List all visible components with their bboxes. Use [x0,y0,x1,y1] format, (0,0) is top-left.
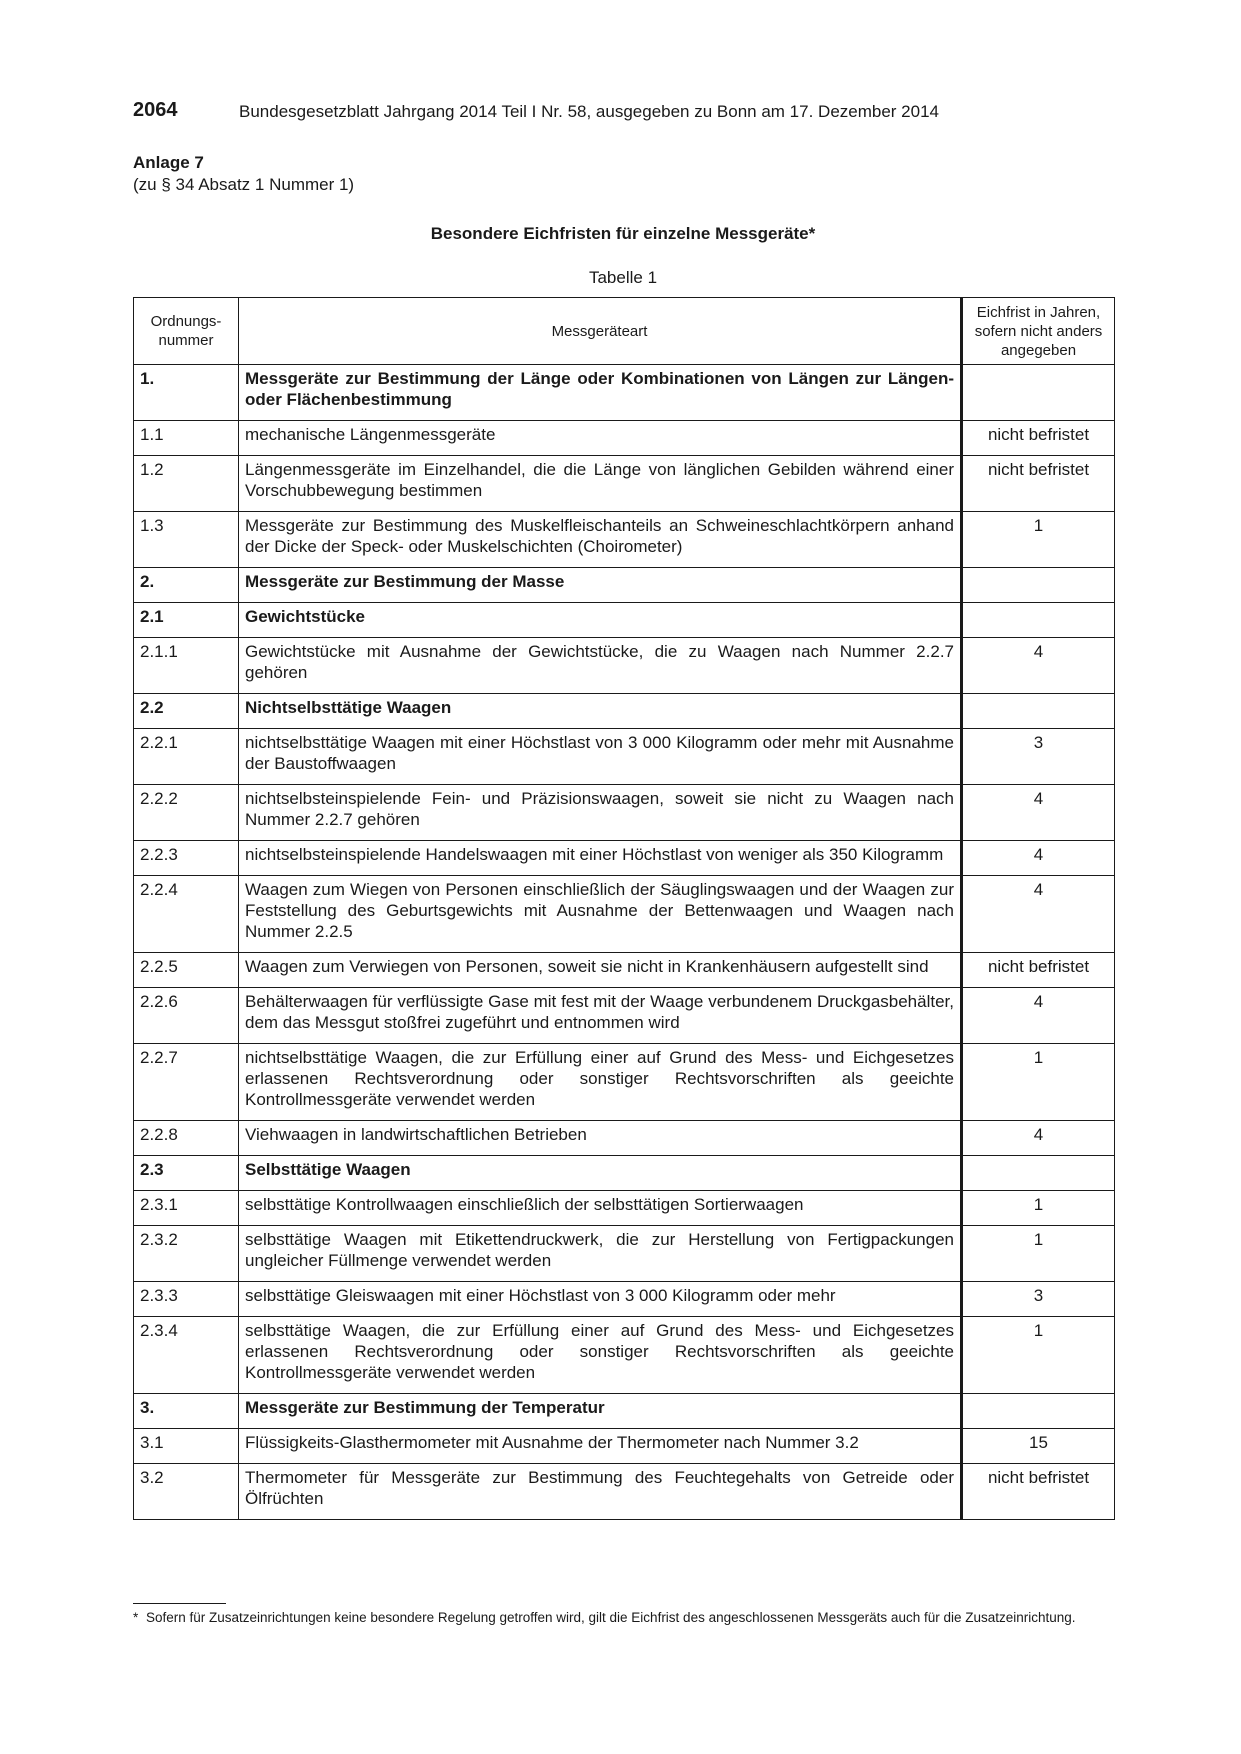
table-row [134,841,1115,876]
table-row [134,988,1115,1044]
row-period [962,603,1115,638]
row-period: 15 [962,1429,1115,1464]
annex-title: Anlage 7 [133,153,204,172]
row-number: 2.2.1 [134,729,239,785]
row-description: Messgeräte zur Bestimmung des Muskelfleischanteils an Schweineschlachtkörpern anhand der Dicke der Speck- oder Muskelschichten (Choirometer) [239,512,962,568]
row-number: 2.3.1 [134,1191,239,1226]
row-period: 1 [962,1191,1115,1226]
row-period [962,1394,1115,1429]
table-row [134,456,1115,512]
row-number: 3.2 [134,1464,239,1520]
row-period: 1 [962,1226,1115,1282]
row-description: selbsttätige Kontrollwaagen einschließlich der selbsttätigen Sortierwaagen [239,1191,962,1226]
table-row [134,568,1115,603]
row-period: 4 [962,876,1115,953]
table-row [134,512,1115,568]
table-row [134,421,1115,456]
row-period [962,1156,1115,1191]
row-number: 2.3.3 [134,1282,239,1317]
row-number: 2.1 [134,603,239,638]
row-period: 1 [962,1317,1115,1394]
row-number: 2.3 [134,1156,239,1191]
table-row [134,1226,1115,1282]
table-row [134,638,1115,694]
row-description: mechanische Längenmessgeräte [239,421,962,456]
table-caption: Tabelle 1 [588,268,658,287]
row-number: 1.2 [134,456,239,512]
footnote-mark: * [133,1610,139,1625]
row-number: 3. [134,1394,239,1429]
row-number: 2.2.3 [134,841,239,876]
row-number: 2.2.2 [134,785,239,841]
row-period: nicht befristet [962,421,1115,456]
table-row [134,1464,1115,1520]
row-description: selbsttätige Waagen, die zur Erfüllung einer auf Grund des Mess- und Eichgesetzes erlassenen Rechtsverordnung oder sonstiger Rechtsvorschriften als geeichte Kontrollmessgeräte verwendet werden [239,1317,962,1394]
row-period: nicht befristet [962,953,1115,988]
table-row [134,1156,1115,1191]
row-period: 1 [962,512,1115,568]
row-number: 1.3 [134,512,239,568]
row-period: 3 [962,729,1115,785]
table-row [134,1044,1115,1121]
row-description: Thermometer für Messgeräte zur Bestimmung des Feuchtegehalts von Getreide oder Ölfrüchten [239,1464,962,1520]
footnote [133,1609,1115,1626]
row-description: Waagen zum Verwiegen von Personen, soweit sie nicht in Krankenhäusern aufgestellt sind [239,953,962,988]
header-period: Eichfrist in Jahren, sofern nicht anders angegeben [962,298,1115,365]
table-row [134,1429,1115,1464]
row-number: 2.2.4 [134,876,239,953]
row-number: 3.1 [134,1429,239,1464]
table-row [134,365,1115,421]
row-period: 4 [962,1121,1115,1156]
table-row [134,953,1115,988]
footnote-rule [133,1603,226,1604]
footnote-text: Sofern für Zusatzeinrichtungen keine besondere Regelung getroffen wird, gilt die Eichfrist des angeschlossenen Messgeräts auch für die Zusatzeinrichtung. [146,1610,1076,1625]
row-description: Nichtselbsttätige Waagen [239,694,962,729]
table-row [134,694,1115,729]
row-period [962,568,1115,603]
row-number: 2.1.1 [134,638,239,694]
row-number: 2.3.2 [134,1226,239,1282]
header-type: Messgeräteart [239,298,962,365]
table-row [134,1282,1115,1317]
row-description: Messgeräte zur Bestimmung der Masse [239,568,962,603]
row-description: Waagen zum Wiegen von Personen einschließlich der Säuglingswaagen und der Waagen zur Feststellung des Geburtsgewichts mit Ausnahme der Bettenwaagen und Waagen nach Nummer 2.2.5 [239,876,962,953]
row-number: 2.2.5 [134,953,239,988]
calibration-table [133,297,1115,1520]
row-description: Viehwaagen in landwirtschaftlichen Betrieben [239,1121,962,1156]
page-number: 2064 [133,99,178,121]
row-description: nichtselbsttätige Waagen mit einer Höchstlast von 3 000 Kilogramm oder mehr mit Ausnahme der Baustoffwaagen [239,729,962,785]
row-description: Gewichtstücke mit Ausnahme der Gewichtstücke, die zu Waagen nach Nummer 2.2.7 gehören [239,638,962,694]
annex-block [133,152,354,196]
row-description: Messgeräte zur Bestimmung der Länge oder Kombinationen von Längen zur Längen- oder Flächenbestimmung [239,365,962,421]
table-row [134,785,1115,841]
table-row [134,1394,1115,1429]
row-number: 1. [134,365,239,421]
row-description: nichtselbsteinspielende Handelswaagen mit einer Höchstlast von weniger als 350 Kilogramm [239,841,962,876]
row-number: 2.3.4 [134,1317,239,1394]
row-number: 2.2.6 [134,988,239,1044]
row-description: Gewichtstücke [239,603,962,638]
table-row [134,876,1115,953]
row-description: Flüssigkeits-Glasthermometer mit Ausnahme der Thermometer nach Nummer 3.2 [239,1429,962,1464]
row-description: nichtselbsteinspielende Fein- und Präzisionswaagen, soweit sie nicht zu Waagen nach Nummer 2.2.7 gehören [239,785,962,841]
row-period: 1 [962,1044,1115,1121]
row-period [962,365,1115,421]
table-row [134,1191,1115,1226]
running-head: Bundesgesetzblatt Jahrgang 2014 Teil I Nr. 58, ausgegeben zu Bonn am 17. Dezember 2014 [239,102,939,121]
annex-subtitle: (zu § 34 Absatz 1 Nummer 1) [133,175,355,194]
row-description: Längenmessgeräte im Einzelhandel, die die Länge von länglichen Gebilden während einer Vorschubbewegung bestimmen [239,456,962,512]
row-period: nicht befristet [962,1464,1115,1520]
row-description: Selbsttätige Waagen [239,1156,962,1191]
row-period: 4 [962,785,1115,841]
table-row [134,1121,1115,1156]
row-number: 2.2.7 [134,1044,239,1121]
row-number: 2. [134,568,239,603]
row-period: 4 [962,988,1115,1044]
table-row [134,1317,1115,1394]
table-row [134,729,1115,785]
row-period: 4 [962,841,1115,876]
row-period: 4 [962,638,1115,694]
row-description: selbsttätige Gleiswaagen mit einer Höchstlast von 3 000 Kilogramm oder mehr [239,1282,962,1317]
row-number: 1.1 [134,421,239,456]
row-number: 2.2 [134,694,239,729]
header-number: Ordnungs-nummer [134,298,239,365]
row-period: 3 [962,1282,1115,1317]
table-row [134,603,1115,638]
row-description: selbsttätige Waagen mit Etikettendruckwerk, die zur Herstellung von Fertigpackungen ungleicher Füllmenge verwendet werden [239,1226,962,1282]
row-number: 2.2.8 [134,1121,239,1156]
row-period [962,694,1115,729]
table-header-row [134,298,1115,365]
row-description: Messgeräte zur Bestimmung der Temperatur [239,1394,962,1429]
row-description: Behälterwaagen für verflüssigte Gase mit fest mit der Waage verbundenem Druckgasbehälter, dem das Messgut stoßfrei zugeführt und entnommen wird [239,988,962,1044]
row-description: nichtselbsttätige Waagen, die zur Erfüllung einer auf Grund des Mess- und Eichgesetzes erlassenen Rechtsverordnung oder sonstiger Rechtsvorschriften als geeichte Kontrollmessgeräte verwendet werden [239,1044,962,1121]
row-period: nicht befristet [962,456,1115,512]
document-title: Besondere Eichfristen für einzelne Messgeräte* [430,224,816,243]
